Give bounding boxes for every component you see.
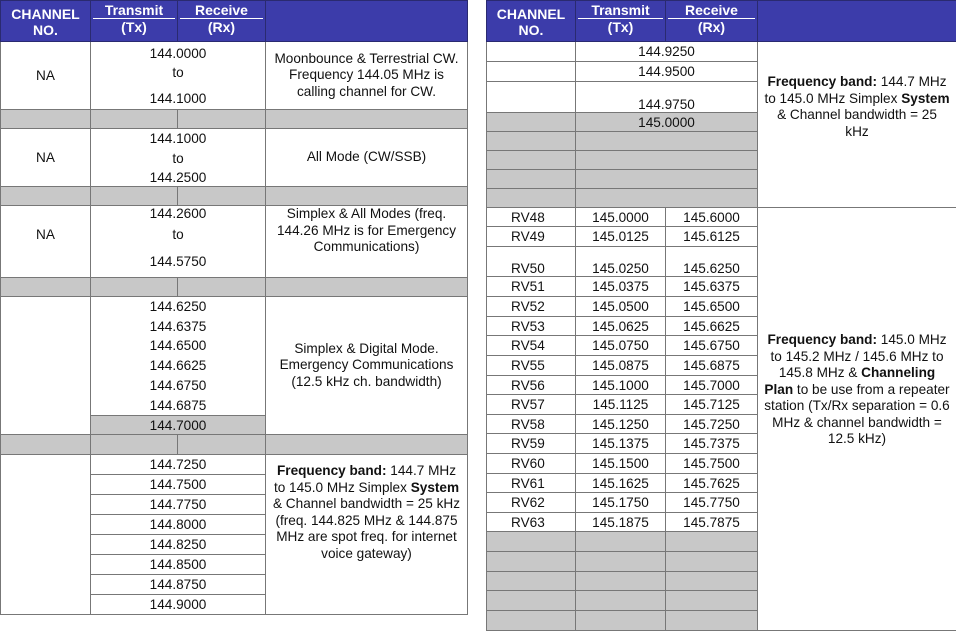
rx-cell: 145.6375 — [666, 277, 758, 297]
range-start: 144.0000 — [91, 46, 265, 61]
channel-cell: RV59 — [487, 434, 576, 454]
description-bold: Frequency band: — [767, 332, 877, 347]
receive-header-line1: Receive — [180, 2, 263, 19]
channel-cell — [1, 297, 91, 435]
frequency-value: 144.8750 — [91, 575, 266, 595]
channel-cell: NA — [1, 42, 91, 110]
tx-cell: 145.1750 — [576, 493, 666, 513]
description-text: 145.0 MHz to 145.2 MHz / 145.6 MHz to 145.8 MHz & — [770, 332, 946, 380]
description-text: & Channel bandwidth = 25 kHz — [777, 107, 937, 139]
transmit-header-line2: (Tx) — [578, 19, 663, 35]
receive-header — [666, 1, 758, 42]
tx-cell: 145.1000 — [576, 376, 666, 395]
tx-cell: 145.1500 — [576, 454, 666, 474]
channel-header-line2: NO. — [33, 22, 58, 38]
separator-row — [1, 278, 468, 297]
rx-cell: 145.6000 — [666, 208, 758, 227]
description-text: to be use from a repeater station (Tx/Rx separation = 0.6 MHz & channel bandwidth = 12.5 kHz) — [764, 382, 950, 447]
frequency-value: 144.6875 — [91, 396, 265, 416]
channel-cell: RV54 — [487, 336, 576, 356]
description-bold: System — [901, 91, 949, 106]
channel-cell: RV48 — [487, 208, 576, 227]
channel-cell: RV50 — [487, 247, 576, 277]
tx-cell: 145.0375 — [576, 277, 666, 297]
tx-cell: 145.0000 — [576, 208, 666, 227]
frequency-range-cell — [91, 129, 266, 187]
channel-cell: RV56 — [487, 376, 576, 395]
channel-cell: RV51 — [487, 277, 576, 297]
description-bold: Channeling Plan — [764, 365, 935, 397]
rx-cell: 145.6875 — [666, 356, 758, 376]
range-start: 144.1000 — [91, 131, 265, 146]
range-to: to — [91, 227, 265, 242]
description-text: & Channel bandwidth = 25 kHz (freq. 144.825 MHz & 144.875 MHz are spot freq. for internet voice gateway) — [273, 496, 460, 561]
frequency-value: 144.6375 — [91, 317, 265, 337]
range-end: 144.1000 — [91, 91, 265, 106]
description-bold: Frequency band: — [767, 74, 877, 89]
table-row — [1, 297, 468, 416]
description-text: 144.7 MHz to 145.0 MHz Simplex — [274, 463, 456, 495]
transmit-header — [576, 1, 666, 42]
rx-cell: 145.7875 — [666, 513, 758, 532]
rx-cell: 145.7500 — [666, 454, 758, 474]
frequency-value: 144.7000 — [91, 416, 266, 435]
rx-cell: 145.6750 — [666, 336, 758, 356]
frequency-value: 145.0000 — [576, 113, 758, 132]
separator-row — [1, 187, 468, 206]
left-frequency-table — [0, 0, 468, 615]
frequency-range-cell — [91, 206, 266, 278]
frequency-value: 144.6250 — [91, 297, 265, 317]
channel-cell: RV57 — [487, 395, 576, 415]
rx-cell: 145.6625 — [666, 317, 758, 336]
rx-cell: 145.7000 — [666, 376, 758, 395]
description-cell: Simplex & All Modes (freq. 144.26 MHz is for Emergency Communications) — [266, 206, 468, 278]
tx-cell: 145.0125 — [576, 227, 666, 247]
tx-cell: 145.1125 — [576, 395, 666, 415]
left-header-row — [1, 1, 468, 42]
description-cell: Moonbounce & Terrestrial CW. Frequency 144.05 MHz is calling channel for CW. — [266, 42, 468, 110]
tx-cell: 145.1625 — [576, 474, 666, 493]
channel-cell: RV61 — [487, 474, 576, 493]
description-cell: Simplex & Digital Mode. Emergency Communications (12.5 kHz ch. bandwidth) — [266, 297, 468, 435]
range-to: to — [91, 65, 265, 80]
rx-cell: 145.6500 — [666, 297, 758, 317]
frequency-value: 144.8250 — [91, 535, 266, 555]
frequency-value: 144.6750 — [91, 376, 265, 396]
rx-cell: 145.7250 — [666, 415, 758, 434]
rx-cell: 145.6250 — [666, 247, 758, 277]
table-row — [1, 42, 468, 110]
range-end: 144.2500 — [91, 170, 265, 185]
frequency-value: 144.7750 — [91, 495, 266, 515]
channel-cell — [487, 82, 576, 113]
right-header-row — [487, 1, 956, 42]
channel-cell — [487, 42, 576, 62]
tx-cell: 145.1375 — [576, 434, 666, 454]
channel-header-line1: CHANNEL — [497, 6, 565, 22]
frequency-value: 144.6500 — [91, 336, 265, 356]
description-cell — [758, 42, 956, 208]
channel-cell — [487, 62, 576, 82]
channel-cell: RV58 — [487, 415, 576, 434]
channel-cell: RV63 — [487, 513, 576, 532]
receive-header-line2: (Rx) — [180, 19, 263, 35]
frequency-value: 144.7500 — [91, 475, 266, 495]
transmit-header-line1: Transmit — [578, 2, 663, 19]
frequency-value: 144.8000 — [91, 515, 266, 535]
description-bold: System — [411, 480, 459, 495]
description-cell — [758, 208, 956, 631]
range-start: 144.2600 — [91, 206, 265, 221]
tx-cell: 145.0750 — [576, 336, 666, 356]
frequency-value: 144.9000 — [91, 595, 266, 615]
channel-cell: RV52 — [487, 297, 576, 317]
transmit-header-line1: Transmit — [93, 2, 175, 19]
tx-cell: 145.0625 — [576, 317, 666, 336]
rx-cell: 145.7625 — [666, 474, 758, 493]
description-bold: Frequency band: — [277, 463, 387, 478]
tx-cell: 145.1250 — [576, 415, 666, 434]
rx-cell: 145.6125 — [666, 227, 758, 247]
channel-cell: RV62 — [487, 493, 576, 513]
channel-cell: RV53 — [487, 317, 576, 336]
description-header — [266, 1, 468, 42]
rx-cell: 145.7750 — [666, 493, 758, 513]
frequency-value: 144.7250 — [91, 455, 266, 475]
range-to: to — [91, 151, 265, 166]
channel-cell — [487, 113, 576, 132]
channel-cell: RV55 — [487, 356, 576, 376]
description-header — [758, 1, 956, 42]
rx-cell: 145.7125 — [666, 395, 758, 415]
channel-header-line1: CHANNEL — [11, 6, 79, 22]
receive-header-line1: Receive — [668, 2, 755, 19]
range-end: 144.5750 — [91, 254, 265, 269]
channel-cell: NA — [1, 206, 91, 278]
tx-cell: 145.0500 — [576, 297, 666, 317]
channel-no-header — [1, 1, 91, 42]
table-row — [487, 208, 956, 227]
transmit-header-line2: (Tx) — [93, 19, 175, 35]
frequency-list-cell — [91, 297, 266, 416]
frequency-value: 144.9250 — [576, 42, 758, 62]
table-row — [1, 206, 468, 278]
description-text: 144.7 MHz to 145.0 MHz Simplex — [764, 74, 946, 106]
frequency-value: 144.9500 — [576, 62, 758, 82]
channel-cell: RV60 — [487, 454, 576, 474]
description-cell: All Mode (CW/SSB) — [266, 129, 468, 187]
table-row — [487, 42, 956, 62]
frequency-value: 144.6625 — [91, 356, 265, 376]
channel-cell: NA — [1, 129, 91, 187]
tx-cell: 145.1875 — [576, 513, 666, 532]
tx-cell: 145.0875 — [576, 356, 666, 376]
channel-cell — [1, 455, 91, 615]
tx-cell: 145.0250 — [576, 247, 666, 277]
description-cell — [266, 455, 468, 615]
frequency-value: 144.8500 — [91, 555, 266, 575]
channel-header-line2: NO. — [519, 22, 544, 38]
transmit-header — [91, 1, 178, 42]
rx-cell: 145.7375 — [666, 434, 758, 454]
channel-no-header — [487, 1, 576, 42]
right-frequency-table — [486, 0, 956, 631]
table-row — [1, 455, 468, 475]
receive-header — [178, 1, 266, 42]
frequency-range-cell — [91, 42, 266, 110]
separator-row — [1, 110, 468, 129]
separator-row — [1, 435, 468, 455]
channel-cell: RV49 — [487, 227, 576, 247]
receive-header-line2: (Rx) — [668, 19, 755, 35]
table-row — [1, 129, 468, 187]
frequency-value: 144.9750 — [576, 82, 758, 113]
